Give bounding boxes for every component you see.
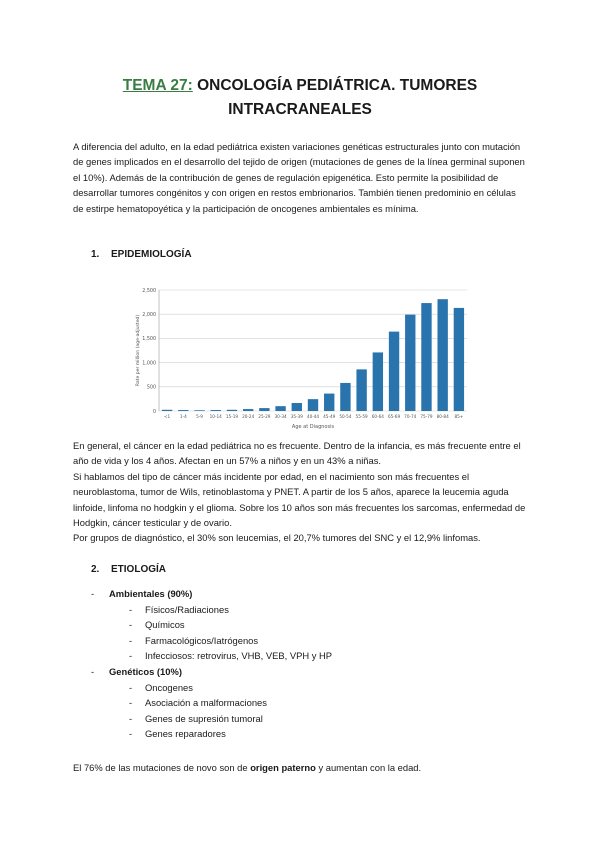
bullet-dash: - — [129, 712, 133, 724]
chart-y-tick-label: 1,000 — [142, 361, 156, 367]
list-item: - Físicos/Radiaciones — [91, 602, 332, 618]
chart-bar — [356, 369, 366, 411]
epidemiology-paragraph-1: En general, el cáncer en la edad pediátrica no es frecuente. Dentro de la infancia, es más frecuente entre el año de vida y los 4 años. Afectan en un 57% a niños y en un 43% a niñas. — [73, 440, 521, 467]
bullet-dash: - — [129, 728, 133, 740]
chart-x-tick-label: 30-34 — [274, 414, 287, 419]
emphasis-origen-paterno: origen paterno — [250, 762, 316, 773]
section-title: EPIDEMIOLOGÍA — [111, 249, 192, 260]
chart-x-tick-label: 1-4 — [179, 414, 187, 419]
list-item: - Infecciosos: retrovirus, VHB, VEB, VPH y HP — [91, 648, 332, 664]
list-item: - Asociación a malformaciones — [91, 695, 332, 711]
chart-x-tick-label: 35-39 — [290, 414, 303, 419]
chart-bar — [324, 394, 334, 411]
chart-x-tick-label: 75-79 — [420, 414, 433, 419]
list-item-ambientales: - Ambientales (90%) — [91, 586, 332, 602]
chart-bar — [405, 315, 415, 411]
chart-bar — [243, 409, 253, 411]
chart-x-tick-label: 55-59 — [355, 414, 368, 419]
chart-grid — [159, 290, 467, 411]
chart-x-tick-label: 45-49 — [323, 414, 336, 419]
chart-y-tick-label: 1,500 — [142, 337, 156, 343]
chart-y-ticks — [142, 288, 156, 415]
page-title — [0, 74, 600, 122]
list-item: - Genes de supresión tumoral — [91, 711, 332, 727]
chart-bar — [389, 332, 399, 411]
chart-x-ticks — [164, 414, 464, 419]
chart-bar — [194, 410, 204, 411]
chart-x-tick-label: 70-74 — [404, 414, 417, 419]
bullet-dash: - — [129, 634, 133, 646]
chart-y-tick-label: 0 — [152, 409, 156, 415]
chart-x-tick-label: 80-84 — [436, 414, 449, 419]
chart-bar — [437, 299, 447, 411]
bullet-dash: - — [91, 665, 95, 677]
chart-bars — [162, 299, 464, 411]
chart-x-tick-label: 85+ — [454, 414, 464, 419]
chart-x-tick-label: 10-14 — [209, 414, 222, 419]
chart-y-tick-label: 2,000 — [142, 313, 156, 318]
epidemiology-paragraph-3: Por grupos de diagnóstico, el 30% son leucemias, el 20,7% tumores del SNC y el 12,9% linfomas. — [73, 532, 481, 543]
chart-bar — [275, 406, 285, 411]
chart-y-tick-label: 2,500 — [142, 288, 156, 294]
chart-bar — [227, 410, 237, 411]
chart-bar — [162, 410, 172, 411]
list-item-geneticos: - Genéticos (10%) — [91, 664, 332, 680]
list-item: - Genes reparadores — [91, 726, 332, 742]
bullet-dash: - — [129, 650, 133, 662]
chart-x-axis-label: Age at Diagnosis — [291, 424, 335, 430]
chart-bar — [421, 303, 431, 411]
chart-x-tick-label: 15-19 — [225, 414, 239, 419]
chart-x-tick-label: 20-24 — [242, 414, 255, 419]
chart-y-axis-label: Rate per million (age-adjusted) — [136, 314, 141, 387]
chart-bar — [340, 383, 350, 411]
chart-x-tick-label: 25-29 — [258, 414, 271, 419]
epidemiology-paragraph-2: Si hablamos del tipo de cáncer más incidente por edad, en el nacimiento son más frecuentes el neuroblastoma, tumor de Wils, retinoblastoma y PNET. A partir de los 5 años, aparece la leucemia aguda linfoide, linfoma no hodgkin y el glioma. Sobre los 10 años son más frecuentes los sarcomas, enfermedad de Hodgkin, cáncer testicular y de ovario. — [73, 471, 526, 529]
list-item: - Químicos — [91, 617, 332, 633]
incidence-bar-chart — [131, 283, 471, 433]
chart-y-tick-label: 500 — [146, 385, 156, 391]
title-line-2: INTRACRANEALES — [228, 101, 372, 118]
bullet-dash: - — [129, 603, 133, 615]
closing-paragraph: El 76% de las mutaciones de novo son de origen paterno y aumentan con la edad. — [73, 762, 422, 773]
list-item: - Farmacológicos/Iatrógenos — [91, 633, 332, 649]
section-number: 1. — [91, 249, 100, 260]
chart-bar — [308, 399, 318, 411]
bullet-dash: - — [91, 588, 95, 599]
section-title: ETIOLOGÍA — [111, 564, 166, 575]
chart-x-tick-label: <1 — [164, 414, 171, 419]
chart-x-tick-label: 5-9 — [196, 414, 203, 419]
bullet-dash: - — [129, 619, 133, 631]
intro-paragraph: A diferencia del adulto, en la edad pediátrica existen variaciones genéticas estructurales junto con mutación de genes implicados en el desarrollo del tejido de origen (mutaciones de genes de la línea germinal suponen el 10%). Además de la contribución de genes de regulación epigenética. Esto permite la posibilidad de desarrollar tumores congénitos y con origen en restos embrionarios. También tienen predominio en células de estirpe hematopoyética y la participación de oncogenes ambientales es mínima. — [73, 141, 525, 214]
bullet-dash: - — [129, 697, 133, 709]
bullet-dash: - — [129, 681, 133, 693]
section-heading-epidemiologia — [91, 249, 192, 260]
chart-bar — [454, 308, 464, 411]
list-item: - Oncogenes — [91, 680, 332, 696]
chart-bar — [259, 408, 269, 411]
chart-x-tick-label: 65-69 — [387, 414, 401, 419]
section-number: 2. — [91, 564, 100, 575]
chart-bar — [373, 352, 383, 411]
chart-x-tick-label: 40-44 — [306, 414, 320, 419]
chart-bar — [178, 410, 188, 411]
chart-x-tick-label: 60-64 — [371, 414, 384, 419]
etiology-list — [91, 586, 332, 742]
tema-label: TEMA 27: — [122, 77, 193, 94]
section-heading-etiologia — [91, 564, 166, 575]
chart-bar — [211, 410, 221, 411]
title-line-1: ONCOLOGÍA PEDIÁTRICA. TUMORES — [197, 77, 478, 94]
chart-x-tick-label: 50-54 — [339, 414, 352, 419]
chart-bar — [292, 403, 302, 411]
